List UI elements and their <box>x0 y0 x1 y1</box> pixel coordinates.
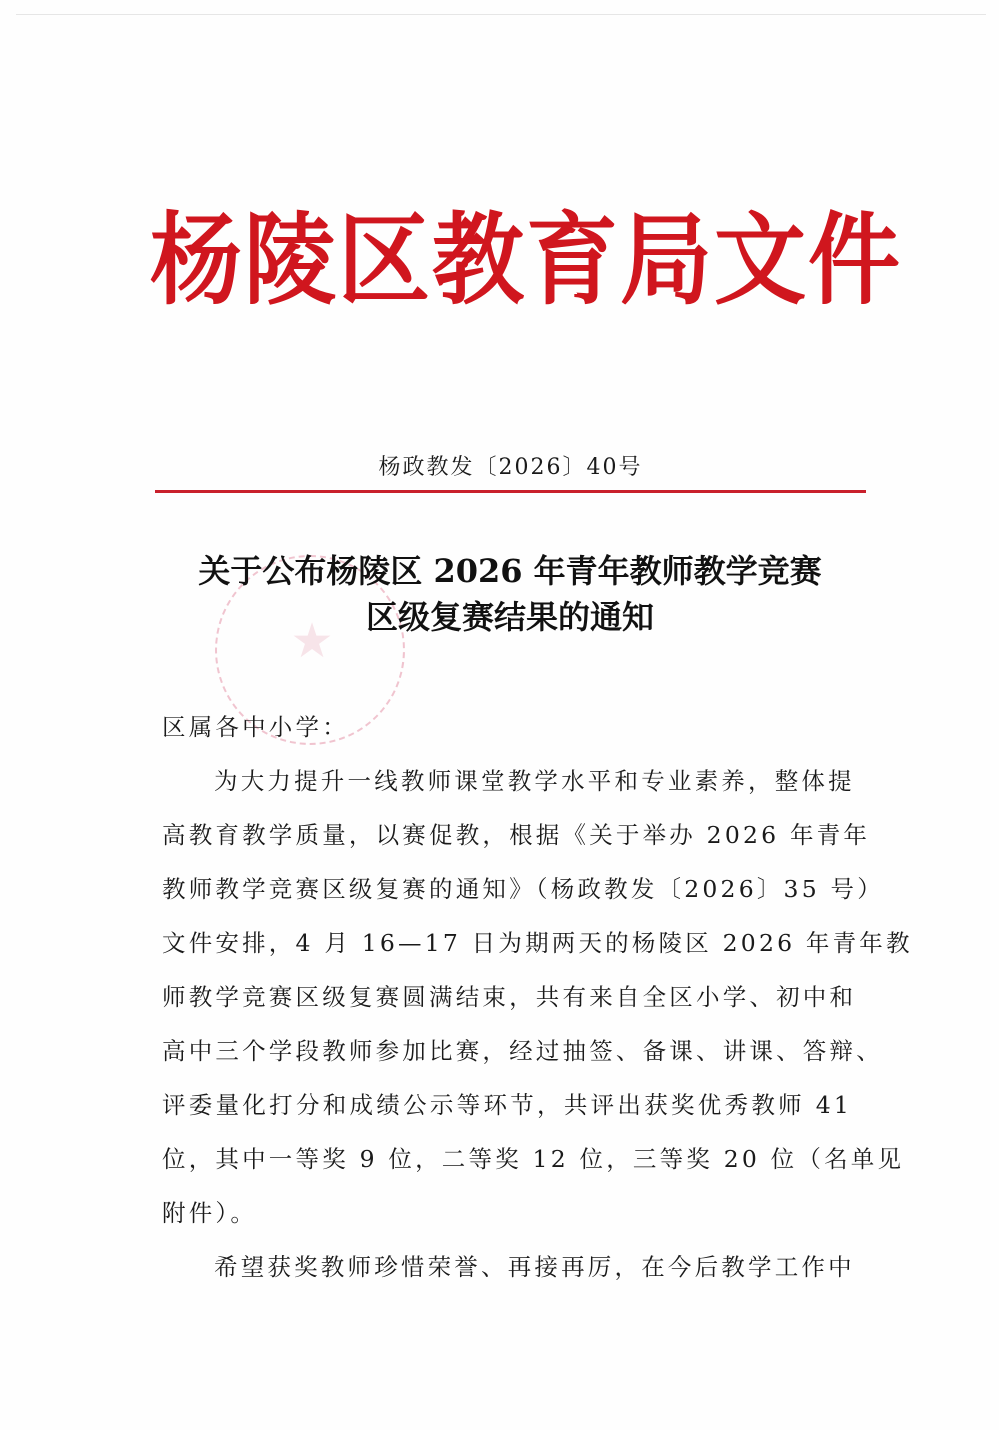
document-title <box>150 548 870 640</box>
document-body <box>162 700 913 1294</box>
title-line-1: 关于公布杨陵区 2026 年青年教师教学竞赛 <box>198 552 822 590</box>
title-line-2: 区级复赛结果的通知 <box>365 598 654 636</box>
paragraph-line: 师教学竞赛区级复赛圆满结束，共有来自全区小学、初中和 <box>162 983 857 1011</box>
paragraph-line: 为大力提升一线教师课堂教学水平和专业素养，整体提 <box>214 767 855 795</box>
paragraph-line: 教师教学竞赛区级复赛的通知》（杨政教发〔2026〕35 号） <box>162 875 884 903</box>
scan-edge-line <box>16 14 986 15</box>
paragraph-line: 评委量化打分和成绩公示等环节，共评出获奖优秀教师 41 <box>162 1091 852 1119</box>
paragraph-line: 文件安排，4 月 16—17 日为期两天的杨陵区 2026 年青年教 <box>162 929 913 957</box>
paragraph-line: 附件）。 <box>162 1199 258 1227</box>
paragraph-line: 希望获奖教师珍惜荣誉、再接再厉，在今后教学工作中 <box>214 1253 855 1281</box>
issuer-header: 杨陵区教育局文件 <box>150 201 903 319</box>
paragraph-line: 高中三个学段教师参加比赛，经过抽签、备课、讲课、答辩、 <box>162 1037 883 1065</box>
paragraph-line: 高教育教学质量，以赛促教，根据《关于举办 2026 年青年 <box>162 821 871 849</box>
paragraph-line: 位，其中一等奖 9 位，二等奖 12 位，三等奖 20 位（名单见 <box>162 1145 905 1173</box>
document-number: 杨政教发〔2026〕40号 <box>378 455 643 480</box>
salutation: 区属各中小学： <box>162 713 349 741</box>
star-icon: ★ <box>290 615 334 668</box>
paragraph-1 <box>162 754 913 1240</box>
red-divider-line <box>155 490 866 493</box>
paragraph-2 <box>162 1240 855 1294</box>
